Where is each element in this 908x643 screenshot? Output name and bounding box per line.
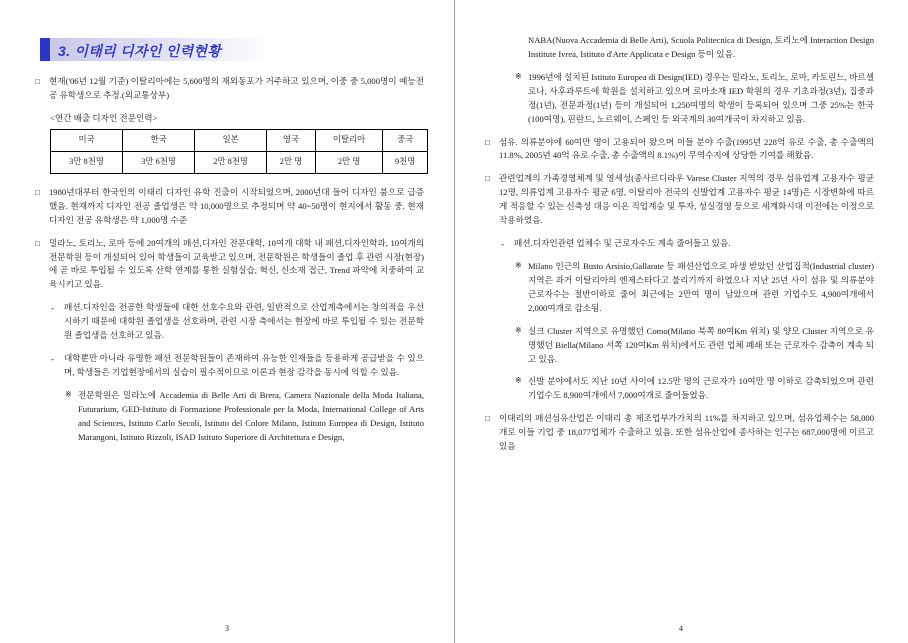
dash-bullet-icon: -	[51, 303, 54, 314]
paragraph-text: 신발 분야에서도 지난 10년 사이에 12.5만 명의 근로자가 10여만 명 이하로 감축되었으며 관련기업수도 8,900여개에서 7,000여개로 줄어들었음.	[528, 376, 874, 401]
star-bullet-icon: ※	[65, 389, 72, 399]
table-header-cell: 영국	[267, 129, 316, 151]
paragraph-right-6	[484, 325, 874, 367]
table-cell: 3만 8천명	[51, 151, 123, 173]
paragraph-text: NABA(Nuova Accademia di Belle Arti), Scuola Politecnica di Design, 토리노에 Interaction Design Institute Ivrea, Istituto d'Arte Applicata e Design 등이 있음.	[528, 35, 874, 59]
square-bullet-icon: □	[35, 238, 40, 248]
paragraph-left-2	[34, 186, 424, 228]
paragraph-left-6	[34, 389, 424, 445]
table-header-cell: 한국	[123, 129, 195, 151]
paragraph-text: 관련업계의 가족경영체계 및 영세성(종사르디라우 Varese Cluster 지역의 경우 섬유업계 고용자수 평균 12명, 의류업계 고용자수 평균 6명, 이탈리아 전국의 신발업계 고용자수 평균 14명)은 시장변화에 따르게 적응할 수 있는 신축성 대응 이온 직업계승 및 투자, 성실경영 등으로 세계화시대 이전에는 이정으로 작용하였음.	[499, 173, 874, 226]
star-bullet-icon: ※	[515, 376, 522, 386]
paragraph-right-4	[484, 237, 874, 251]
star-bullet-icon: ※	[515, 325, 522, 335]
table-row	[51, 129, 428, 151]
table-header-cell: 중국	[383, 129, 428, 151]
page-title: 3. 이태리 디자인 인력현황	[58, 43, 222, 59]
table-cell: 9천명	[383, 151, 428, 173]
star-bullet-icon: ※	[515, 71, 522, 81]
design-workforce-table	[50, 129, 428, 174]
square-bullet-icon: □	[485, 414, 490, 424]
table-header-cell: 미국	[51, 129, 123, 151]
page-number-left: 3	[225, 624, 229, 633]
paragraph-text: 패션.디자인을 전공한 학생들에 대한 선호수요와 관련, 일반적으로 산업계측에서는 창의적을 우선시하기 때문에 대학원 졸업생을 선호하며, 관련 시장 측에서는 현장에 바로 투입될 수 있는 전문학원 졸업생을 선호하고 있음.	[64, 302, 424, 341]
paragraph-left-3	[34, 237, 424, 293]
table-caption: <연간 배출 디자인 전문인력>	[50, 112, 158, 123]
table-cell: 3만 6천명	[123, 151, 195, 173]
square-bullet-icon: □	[35, 187, 40, 197]
paragraph-right-3	[484, 172, 874, 228]
paragraph-text: 현재('06년 12월 기준) 이탈리아에는 5,600명의 재외동포가 거주하고 있으며, 이중 중 5,000명이 예능전공 유학생으로 추정.(외교통상부)	[49, 76, 424, 100]
paragraph-text: Milano 인근의 Busto Arsisio,Gallarate 등 패션산업으로 파생 받았던 산업집적(Industrial cluster)지역은 과거 이탈리아의 엔제스타다고 불리기까지 하였으나 지난 25년 사이 섬유 및 의류분야 근로자수는 절반이하로 줄어 최근에는 2만여 명이 남았으며 관련 기업수도 4,900여개에서 2,000여개로 감소됨.	[528, 260, 874, 313]
paragraph-text: 이태리의 패션섬유산업은 이태리 총 제조업부가가치의 11%를 차지하고 있으며, 섬유업체수는 58,000개로 이들 기업 중 18,077업체가 수출하고 있음. 또한 섬유산업에 종사하는 인구는 687,000명에 이르고 있음	[499, 413, 874, 452]
dash-bullet-icon: -	[501, 239, 504, 250]
page-number-right: 4	[679, 624, 683, 633]
paragraph-text: 밀라노, 토리노, 로마 등에 20여개의 패션,디자인 전문대학, 10여개 대학 내 패션,디자인학과, 10여개의 전문학원 등이 개설되어 있어 학생들이 교육받고 있으며, 전문학원은 학생들이 졸업 후 관련 시장(현장)에 곧 바로 투입될 수 있도록 산학 연계를 통한 실험실습, 혁신, 신소재 접근, Trend 파악에 치중하여 교육시키고 있음.	[49, 237, 424, 290]
paragraph-right-1	[484, 71, 874, 127]
paragraph-right-cont	[484, 34, 874, 62]
square-bullet-icon: □	[485, 137, 490, 147]
table-cell: 2만 명	[315, 151, 383, 173]
star-bullet-icon: ※	[515, 260, 522, 270]
paragraph-left-4	[34, 301, 424, 343]
paragraph-text: 패션.디자인관련 업체수 및 근로자수도 계속 줄어들고 있음.	[514, 238, 731, 249]
paragraph-text: 1996년에 설치된 Istituto Europea di Design(IED) 경우는 밀라노, 토리노, 로마, 카토린느, 바르셀로나, 사후과루트에 학원을 설치하고 있으며 로마소재 IED 학원의 경우 기초과정(3년), 집중과정(1년), 전문과정(1년) 등이 개설되어 1,250여명의 학생이 등록되어 있으며 그중 25%는 한국(100여명), 핀란드, 노르웨이, 스페인 등 외국계의 30여개국이 차지하고 있음.	[528, 71, 874, 124]
table-cell: 2만 명	[267, 151, 316, 173]
paragraph-right-2	[484, 136, 874, 164]
paragraph-text: 전문학원은 밀라노에 Accademia di Belle Arti di Brera, Camera Nazionale della Moda Italiana, Futurarium, GED-Istituto di Formazione Professionale per la Moda, International College of Arts and Sciences, Istituto Carlo Secoli, Istituto del Colore Milano, Istituto Europea di Design, Istituto Marangoni, Istituto Rizzoli, ISAD Istituto Superiore di Architettura e Design,	[78, 389, 424, 442]
paragraph-left-1	[34, 75, 424, 103]
table-row	[51, 151, 428, 173]
paragraph-right-7	[484, 375, 874, 403]
table-cell: 2만 8천명	[195, 151, 267, 173]
section-title-banner	[40, 38, 272, 61]
table-header-cell: 이탈리아	[315, 129, 383, 151]
dash-bullet-icon: -	[51, 354, 54, 365]
paragraph-text: 실크 Cluster 지역으로 유명했던 Como(Milano 북쪽 80여Km 위치) 및 양모 Cluster 지역으로 유명했던 Biella(Milano 서쪽 120여Km 위치)에서도 관련 업체 폐쇄 또는 근로자수 감축이 계속 되고 있음.	[528, 325, 874, 364]
paragraph-text: 섬유. 의류분야에 60여만 명이 고용되어 왔으며 이들 분야 수출(1995년 228억 유로 수출, 총 수출액의 11.8%, 2005년 40억 유로 수출, 총 수출액의 8.1%)이 무역수지에 상당한 기여를 해왔음.	[499, 136, 874, 161]
paragraph-text: 대학뿐만 아니라 유명한 패션 전문학원들이 존재하여 유능한 인재들을 등용하게 공급받을 수 있으며, 학생들은 기업현장에서의 실습이 필수적이므로 이론과 현장 감각을 동시에 익힐 수 있음.	[64, 353, 424, 377]
paragraph-text: 1980년대부터 한국인의 이태리 디자인 유학 진출이 시작되었으며, 2000년대 들어 디자인 붐으로 급증했음. 현재까지 디자인 전공 졸업생은 약 10,000명으로 추정되며 약 40~50명이 현지에서 활동 중. 현재 디자인 전공 유학생은 약 1,000명 수준	[49, 186, 424, 225]
paragraph-left-5	[34, 352, 424, 380]
page-right	[454, 0, 908, 643]
title-accent-bar	[40, 38, 50, 61]
square-bullet-icon: □	[35, 77, 40, 86]
paragraph-right-8	[484, 412, 874, 454]
square-bullet-icon: □	[485, 174, 490, 184]
paragraph-right-5	[484, 260, 874, 316]
table-header-cell: 일본	[195, 129, 267, 151]
